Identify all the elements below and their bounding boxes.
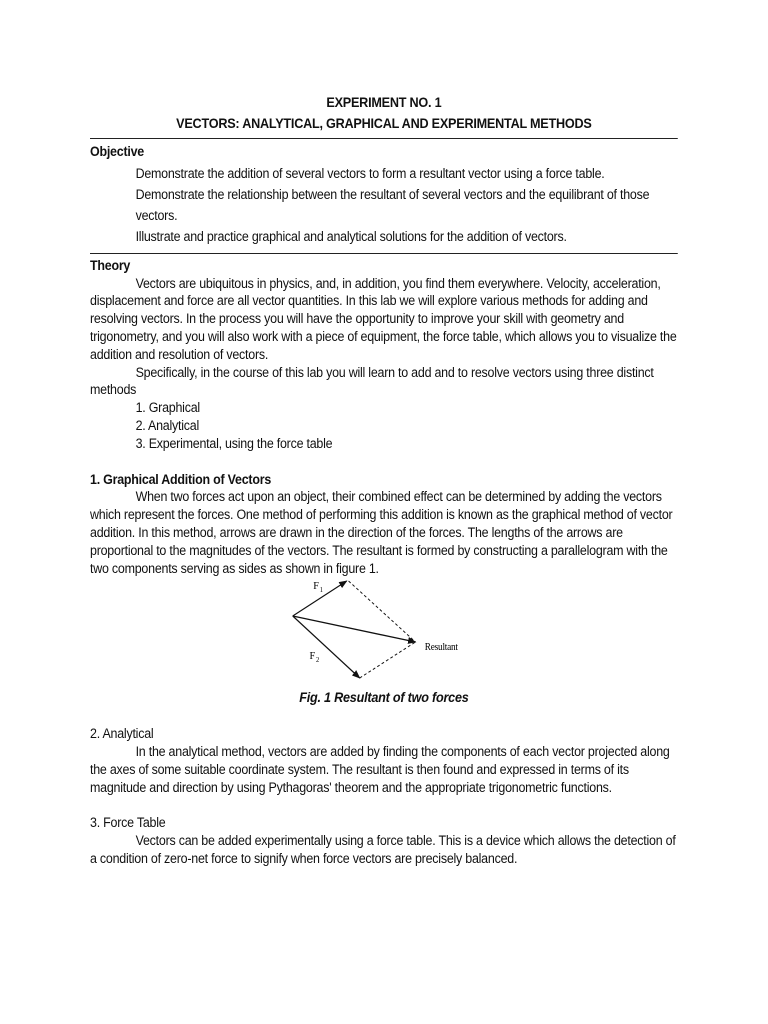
objective-list — [90, 163, 678, 247]
theory-heading: Theory — [90, 257, 131, 273]
divider-theory — [90, 253, 678, 254]
figure-caption: Fig. 1 Resultant of two forces — [299, 690, 469, 706]
label-f2-sub: 2 — [315, 657, 320, 665]
method-item: 2. Analytical — [135, 417, 200, 433]
objective-item: Demonstrate the addition of several vectors to form a resultant vector using a force table. — [135, 165, 605, 181]
vector-diagram — [285, 579, 471, 685]
document-body — [90, 92, 678, 868]
force-table-paragraph: Vectors can be added experimentally using a force table. This is a device which allows the detection of a condition of zero-net force to signify when force vectors are precisely balanced. — [90, 833, 676, 866]
graphical-paragraph: When two forces act upon an object, their combined effect can be determined by adding the vectors which represent the forces. One method of performing this addition is known as the graphical method of vector addition. In this method, arrows are drawn in the direction of the forces. The lengths of the arrows are proportional to the magnitudes of the vectors. The resultant is formed by constructing a parallelogram with the two components serving as sides as shown in figure 1. — [90, 489, 673, 576]
objective-item: Illustrate and practice graphical and analytical solutions for the addition of vectors. — [135, 228, 567, 244]
force-table-heading: 3. Force Table — [90, 815, 166, 831]
parallelogram-side-dashed — [360, 642, 416, 678]
theory-paragraph: Vectors are ubiquitous in physics, and, in addition, you find them everywhere. Velocity, acceleration, displacement and force are all vector quantities. In this lab we will explore various methods for adding and resolving vectors. In the process you will have the opportunity to improve your skill with geometry and trigonometry, and you will also work with a piece of equipment, the force table, which allows you to visualize the addition and resolution of vectors. — [90, 275, 677, 362]
method-item: 3. Experimental, using the force table — [135, 435, 333, 451]
label-resultant: Resultant — [424, 642, 458, 654]
analytical-heading: 2. Analytical — [90, 726, 154, 742]
objective-item: Demonstrate the relationship between the resultant of several vectors and the equilibrant of those vectors. — [135, 186, 650, 223]
method-item: 1. Graphical — [135, 400, 200, 416]
label-f1: F — [313, 581, 319, 593]
label-f1-sub: 1 — [319, 587, 323, 595]
divider-top — [90, 138, 678, 139]
analytical-paragraph: In the analytical method, vectors are added by finding the components of each vector projected along the axes of some suitable coordinate system. The resultant is then found and expressed in terms of its magnitude and direction by using Pythagoras' theorem and the appropriate trigonometric functions. — [90, 743, 670, 795]
objective-heading: Objective — [90, 144, 144, 159]
experiment-title: VECTORS: ANALYTICAL, GRAPHICAL AND EXPERIMENTAL METHODS — [176, 116, 592, 131]
vector-f2-arrow — [293, 616, 360, 678]
experiment-number: EXPERIMENT NO. 1 — [326, 95, 442, 110]
parallelogram-side-dashed — [349, 581, 416, 642]
resultant-arrow — [293, 616, 416, 642]
label-f2: F — [309, 651, 315, 663]
theory-paragraph-methods: Specifically, in the course of this lab you will learn to add and to resolve vectors using three distinct methods — [90, 364, 654, 398]
graphical-heading: 1. Graphical Addition of Vectors — [90, 471, 272, 487]
figure-resultant — [90, 579, 678, 689]
